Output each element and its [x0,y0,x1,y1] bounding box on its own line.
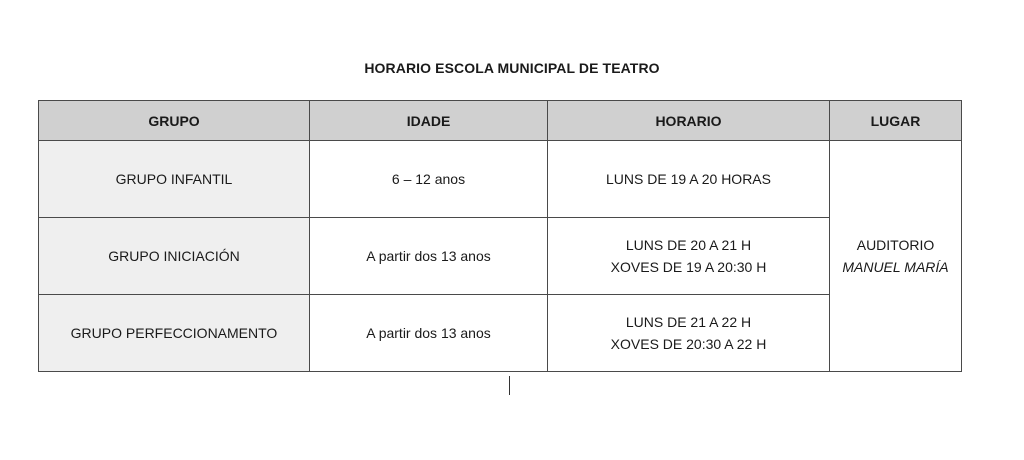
group-cell: GRUPO INFANTIL [39,141,310,218]
header-schedule: HORARIO [548,101,830,141]
header-group: GRUPO [39,101,310,141]
schedule-line: XOVES DE 19 A 20:30 H [610,259,767,275]
document-title: HORARIO ESCOLA MUNICIPAL DE TEATRO [364,60,660,76]
text-cursor[interactable] [509,376,510,395]
schedule-cell [548,295,830,372]
age-cell: 6 – 12 anos [310,141,548,218]
header-row [39,101,962,141]
header-age: IDADE [310,101,548,141]
header-place: LUGAR [830,101,962,141]
schedule-cell [548,141,830,218]
schedule-cell [548,218,830,295]
schedule-line: LUNS DE 20 A 21 H [625,237,752,253]
group-cell: GRUPO PERFECCIONAMENTO [39,295,310,372]
place-line-1: AUDITORIO [856,237,935,253]
table-row [39,295,962,372]
group-cell: GRUPO INICIACIÓN [39,218,310,295]
table-row [39,141,962,218]
schedule-line: LUNS DE 19 A 20 HORAS [606,171,771,187]
table-row [39,218,962,295]
schedule-line: XOVES DE 20:30 A 22 H [610,336,767,352]
place-cell [830,141,962,372]
place-line-2: MANUEL MARÍA [842,259,949,275]
schedule-line: LUNS DE 21 A 22 H [625,314,752,330]
schedule-table [38,100,962,372]
age-cell: A partir dos 13 anos [310,295,548,372]
age-cell: A partir dos 13 anos [310,218,548,295]
